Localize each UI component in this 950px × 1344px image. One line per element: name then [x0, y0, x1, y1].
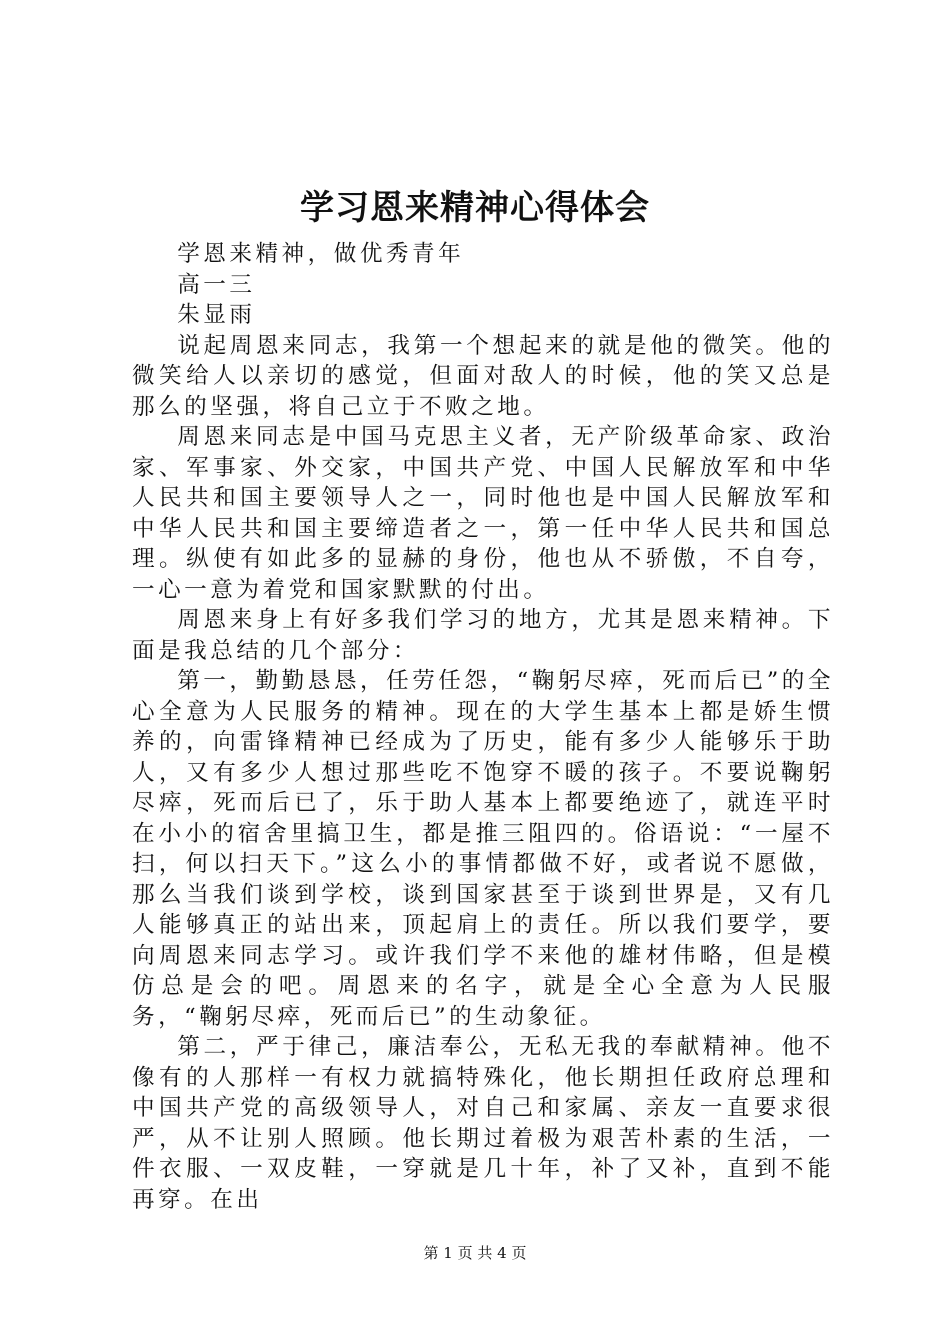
author-name: 朱显雨 — [177, 302, 256, 328]
page-footer: 第 1 页 共 4 页 — [423, 1244, 527, 1262]
document-title: 学习恩来精神心得体会 — [300, 188, 650, 228]
body-paragraph: 周恩来身上有好多我们学习的地方，尤其是恩来精神。下面是我总结的几个部分： — [132, 607, 834, 664]
body-paragraph: 周恩来同志是中国马克思主义者，无产阶级革命家、政治家、军事家、外交家，中国共产党、中国人民解放军和中华人民共和国主要领导人之一，同时他也是中国人民解放军和中华人民共和国主要缔造者之一，第一任中华人民共和国总理。纵使有如此多的显赫的身份，他也从不骄傲，不自夸，一心一意为着党和国家默默的付出。 — [132, 424, 834, 603]
essay-subtitle: 学恩来精神，做优秀青年 — [177, 241, 465, 267]
document-body — [132, 239, 834, 1215]
author-class: 高一三 — [177, 271, 256, 298]
body-paragraph: 第二，严于律己，廉洁奉公，无私无我的奉献精神。他不像有的人那样一有权力就搞特殊化，他长期担任政府总理和中国共产党的高级领导人，对自己和家属、亲友一直要求很严，从不让别人照顾。他长期过着极为艰苦朴素的生活，一件衣服、一双皮鞋，一穿就是几十年，补了又补，直到不能再穿。在出 — [132, 1034, 834, 1213]
body-paragraph: 说起周恩来同志，我第一个想起来的就是他的微笑。他的微笑给人以亲切的感觉，但面对敌人的时候，他的笑又总是那么的坚强，将自己立于不败之地。 — [132, 332, 834, 420]
body-paragraph: 第一，勤勤恳恳，任劳任怨，“鞠躬尽瘁，死而后已”的全心全意为人民服务的精神。现在的大学生基本上都是娇生惯养的，向雷锋精神已经成为了历史，能有多少人能够乐于助人，又有多少人想过那些吃不饱穿不暖的孩子。不要说鞠躬尽瘁，死而后已了，乐于助人基本上都要绝迹了，就连平时在小小的宿舍里搞卫生，都是推三阻四的。俗语说：“一屋不扫，何以扫天下。”这么小的事情都做不好，或者说不愿做，那么当我们谈到学校，谈到国家甚至于谈到世界是，又有几人能够真正的站出来，顶起肩上的责任。所以我们要学，要向周恩来同志学习。或许我们学不来他的雄材伟略，但是模仿总是会的吧。周恩来的名字，就是全心全意为人民服务，“鞠躬尽瘁，死而后已”的生动象征。 — [132, 668, 834, 1030]
